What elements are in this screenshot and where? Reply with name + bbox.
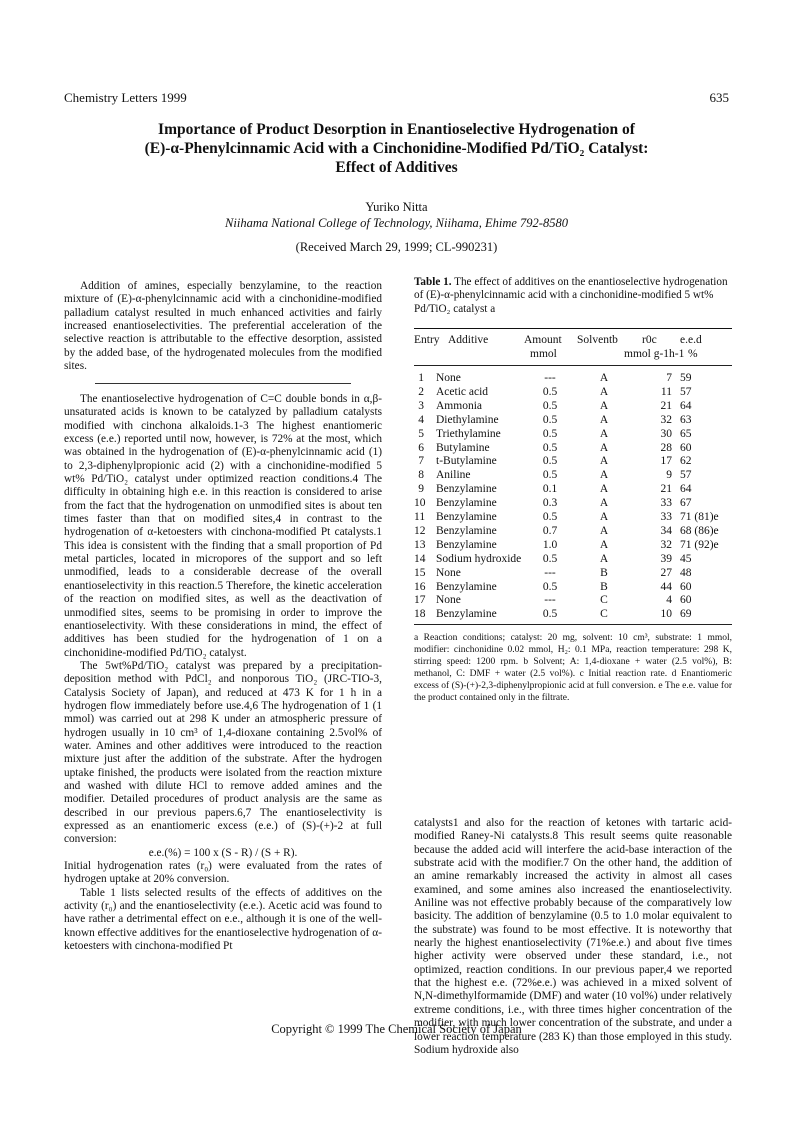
cell-r0: 33 (660, 497, 672, 510)
table-row (414, 581, 732, 596)
cell-additive: Triethylamine (436, 427, 501, 440)
table-row (414, 511, 732, 526)
table-row (414, 608, 732, 623)
cell-solvent: B (600, 580, 608, 593)
cell-additive: Diethylamine (436, 413, 499, 426)
col-header-r0-unit: mmol g-1h-1 (624, 348, 685, 360)
cell-additive: None (436, 594, 461, 607)
table-row (414, 386, 732, 401)
table-row (414, 428, 732, 443)
cell-r0: 21 (660, 399, 672, 412)
cell-ee: 64 (680, 399, 692, 412)
cell-additive: Ammonia (436, 399, 482, 412)
cell-r0: 27 (660, 566, 672, 579)
cell-amount: --- (544, 372, 556, 384)
page-number: 635 (709, 90, 729, 105)
cell-additive: Benzylamine (436, 511, 497, 523)
cell-additive: Aniline (436, 469, 471, 482)
table-caption (414, 276, 732, 316)
cell-solvent: A (599, 497, 609, 510)
abstract-text: Addition of amines, especially benzylamine, to the reaction mixture of (E)-α-phenylcinnamic acid with a cinchonidine-modified palladium catalyst resulted in much enhanced activities and fairly increased enantioselectivities. The preferential acceleration of the selective reaction is attributable to the effective desorption, assisted by the added base, of the hydrogenated molecules from the modified sites. (64, 280, 382, 373)
cell-ee: 67 (680, 497, 692, 510)
cell-amount: 0.1 (542, 483, 558, 496)
cell-amount: --- (544, 594, 556, 607)
cell-ee: 65 (680, 427, 692, 440)
body-paragraph: Initial hydrogenation rates (r₀) were evaluated from the rates of hydrogen uptake at 20% conversion. (64, 860, 382, 886)
journal-name: Chemistry Letters 1999 (64, 90, 187, 105)
cell-r0: 39 (660, 552, 672, 565)
cell-r0: 33 (660, 511, 672, 523)
cell-r0: 4 (666, 594, 672, 607)
col-header-amount: Amount (524, 334, 562, 346)
table-row (414, 483, 732, 498)
cell-additive: None (436, 566, 461, 579)
cell-ee: 57 (680, 385, 692, 398)
title-line-1: Importance of Product Desorption in Enantioselective Hydrogenation of (158, 121, 635, 138)
cell-additive: Butylamine (436, 441, 490, 454)
cell-ee: 57 (680, 469, 692, 482)
cell-solvent: A (599, 538, 609, 551)
table-row (414, 594, 732, 609)
table-row (414, 567, 732, 582)
cell-ee: 59 (680, 372, 692, 384)
cell-r0: 34 (660, 524, 672, 537)
cell-entry: 3 (418, 399, 424, 412)
cell-additive: Benzylamine (436, 524, 497, 537)
cell-amount: 0.5 (542, 399, 558, 412)
table-row (414, 442, 732, 457)
cell-additive: Benzylamine (436, 497, 497, 510)
table-row (414, 372, 732, 387)
cell-ee: 64 (680, 483, 692, 496)
cell-r0: 32 (660, 538, 672, 551)
table-top-rule (414, 328, 732, 329)
cell-amount: 0.5 (542, 580, 558, 593)
col-header-ee-unit: % (688, 348, 698, 360)
cell-amount: 0.5 (542, 385, 558, 398)
table-footnote: a Reaction conditions; catalyst: 20 mg, solvent: 10 cm³, substrate: 1 mmol, modifier: cinchonidine 0.02 mmol, H₂: 0.1 MPa, reaction temperature: 298 K, stirring speed: 1200 rpm. b Solvent; A: 1,4-dioxane + water (2.5 vol%), B: methanol, C: DMF + water (2.5 vol%). c Initial reaction rate. d Enantiomeric excess of (S)-(+)-2,3-diphenylpropionic acid at full conversion. e The e.e. value for the product contained only in the filtrate. (414, 633, 732, 703)
col-header-additive: Additive (448, 334, 489, 346)
cell-amount: 0.5 (542, 413, 558, 426)
body-paragraph: catalysts1 and also for the reaction of ketones with tartaric acid-modified Raney-Ni catalysts.8 This result seems quite reasonable because the added acid will interfere the acid-base interaction of the substrate acid with the modifier.7 On the other hand, the addition of an amine remarkably increased the activity in almost all cases examined, and some amines also increased the enantioselectivity. Aniline was not effective probably because of the comparatively low basicity. The addition of benzylamine (0.5 to 1.0 molar equivalent to the substrate) was found to be most effective. It is noteworthy that nearly the highest enantioselectivity (71%e.e.) and about five times higher activity were observed under these standard, i.e., not optimized, reaction conditions. In our previous paper,4 we reported that the highest e.e. (72%e.e.) was achieved in a mixed solvent of N,N-dimethylformamide (DMF) and water (10 vol%) under relatively extreme conditions, i.e., with three times higher concentration of the modifier, with much lower concentration of the substrate, and under a lower reaction temperature (283 K) than those employed in this study. Sodium hydroxide also (414, 817, 732, 1056)
cell-r0: 30 (660, 427, 672, 440)
cell-r0: 17 (660, 455, 672, 468)
cell-solvent: A (599, 413, 609, 426)
cell-additive: Benzylamine (436, 580, 497, 593)
title-line-3: Effect of Additives (335, 159, 458, 176)
cell-entry: 4 (418, 413, 424, 426)
table-row (414, 455, 732, 470)
cell-solvent: A (599, 372, 609, 384)
cell-ee: 60 (680, 594, 692, 607)
cell-amount: 0.5 (542, 608, 558, 621)
cell-solvent: A (599, 483, 609, 496)
body-paragraph: The enantioselective hydrogenation of C=C double bonds in α,β-unsaturated acids is known to be catalyzed by palladium catalysts modified with cinchona alkaloids.1-3 The highest enantiomeric excess (e.e.) reported until now, however, is 72% at the most, which was obtained in the hydrogenation of (E)-α-phenylcinnamic acid (1) to 2,3-diphenylpropionic acid (2) with a cinchonidine-modified 5 wt% Pd/TiO₂ catalyst under optimized reaction conditions.4 The difficulty in obtaining high e.e. in this reaction is considered to arise from the fact that the hydrogenation on unmodified sites is about ten times faster than that on modified sites,4 in contrast to the hydrogenation of α-ketoesters with cinchona-modified Pt catalysts.1 This idea is consistent with the finding that a small proportion of Pd metal particles, located in micropores of the support and so left unmodified, leads to a considerable decrease of the overall enantioselectivity in this reaction.5 Therefore, the kinetic acceleration of the reaction on modified sites, as well as the deactivation of unmodified sites, seems to be promising in order to improve the enantioselectivity. With these considerations in mind, the effect of additives has been studied for the hydrogenation of 1 on a cinchonidine-modified Pd/TiO₂ catalyst. (64, 393, 382, 659)
cell-entry: 7 (418, 455, 424, 468)
col-header-entry: Entry (414, 334, 440, 346)
cell-ee: 45 (680, 552, 692, 565)
cell-solvent: A (599, 441, 609, 454)
cell-additive: Sodium hydroxide (436, 552, 522, 565)
cell-entry: 11 (414, 511, 426, 523)
body-paragraph: The 5wt%Pd/TiO₂ catalyst was prepared by a precipitation-deposition method with PdCl₂ and nonporous TiO₂ (JRC-TIO-3, Catalysis Society of Japan), and reduced at 473 K for 1 h in a hydrogen flow immediately before use.4,6 The hydrogenation of 1 (1 mmol) was carried out at 298 K under an atmospheric pressure of hydrogen usually in 10 cm³ of 1,4-dioxane containing 2.5vol% of water. Amines and other additives were introduced to the reaction mixture just after the addition of the substrate. After the hydrogen uptake finished, the products were isolated from the reaction mixture and washed with dilute HCl to remove added amines and the modifier. Detailed procedures of product analysis are the same as described in our previous papers.6,7 The enantioselectivity is expressed as an enantiomeric excess (e.e.) of (S)-(+)-2 at full conversion: (64, 659, 382, 846)
title-line-2: (E)-α-Phenylcinnamic Acid with a Cinchonidine-Modified Pd/TiO₂ Catalyst: (144, 140, 649, 157)
cell-entry: 17 (414, 594, 426, 607)
abstract (64, 280, 382, 373)
cell-r0: 10 (660, 608, 672, 621)
cell-amount: 0.5 (542, 552, 558, 565)
cell-ee: 69 (680, 608, 692, 621)
paper-title (90, 120, 703, 177)
cell-r0: 21 (660, 483, 672, 496)
table-caption-text: The effect of additives on the enantioselective hydrogenation of (E)-α-phenylcinnamic acid with a cinchonidine-modified 5 wt% Pd/TiO₂ catalyst a (414, 276, 728, 315)
cell-amount: 0.5 (542, 469, 558, 482)
equation: e.e.(%) = 100 x (S - R) / (S + R). (148, 846, 298, 859)
cell-ee: 71 (81)e (680, 511, 719, 523)
cell-amount: 0.5 (542, 427, 558, 440)
body-left-column (64, 393, 382, 953)
cell-amount: 0.7 (542, 524, 558, 537)
cell-additive: Benzylamine (436, 538, 497, 551)
cell-ee: 60 (680, 441, 692, 454)
cell-solvent: A (599, 524, 609, 537)
cell-entry: 10 (414, 497, 426, 510)
cell-entry: 6 (418, 441, 424, 454)
cell-solvent: C (600, 594, 608, 607)
table-row (414, 553, 732, 568)
cell-solvent: C (600, 608, 608, 621)
table-header-rule (414, 365, 732, 366)
author: Yuriko Nitta (365, 200, 428, 214)
copyright-footer: Copyright © 1999 The Chemical Society of Japan (271, 1022, 522, 1036)
col-header-solvent: Solventb (577, 334, 618, 346)
col-header-amount-unit: mmol (530, 348, 557, 360)
cell-r0: 32 (660, 413, 672, 426)
cell-ee: 71 (92)e (680, 538, 719, 551)
cell-ee: 62 (680, 455, 692, 468)
cell-solvent: A (599, 399, 609, 412)
table-row (414, 414, 732, 429)
table-row (414, 525, 732, 540)
cell-entry: 12 (414, 524, 426, 537)
table-row (414, 469, 732, 484)
cell-r0: 28 (660, 441, 672, 454)
cell-additive: Acetic acid (436, 385, 489, 398)
cell-additive: Benzylamine (436, 483, 497, 496)
cell-amount: 0.3 (542, 497, 558, 510)
cell-entry: 2 (418, 385, 424, 398)
table-bottom-rule (414, 624, 732, 625)
cell-solvent: A (599, 469, 609, 482)
cell-r0: 9 (666, 469, 672, 482)
col-header-ee: e.e.d (680, 334, 702, 346)
cell-entry: 13 (414, 538, 426, 551)
cell-solvent: A (599, 511, 609, 523)
cell-ee: 63 (680, 413, 692, 426)
cell-solvent: A (599, 455, 609, 468)
cell-solvent: A (599, 552, 609, 565)
abstract-divider (95, 383, 351, 384)
received-date: (Received March 29, 1999; CL-990231) (295, 240, 498, 254)
cell-ee: 68 (86)e (680, 524, 719, 537)
cell-ee: 60 (680, 580, 692, 593)
cell-amount: --- (544, 566, 556, 579)
cell-entry: 14 (414, 552, 426, 565)
cell-entry: 18 (414, 608, 426, 621)
cell-ee: 48 (680, 566, 692, 579)
cell-amount: 0.5 (542, 511, 558, 523)
cell-entry: 8 (418, 469, 424, 482)
affiliation: Niihama National College of Technology, Niihama, Ehime 792-8580 (225, 216, 568, 230)
cell-additive: t-Butylamine (436, 455, 497, 468)
cell-entry: 1 (418, 372, 424, 384)
cell-r0: 44 (660, 580, 672, 593)
cell-solvent: A (599, 385, 609, 398)
cell-additive: None (436, 372, 461, 384)
cell-r0: 7 (666, 372, 672, 384)
table-row (414, 539, 732, 554)
table-row (414, 497, 732, 512)
cell-entry: 16 (414, 580, 426, 593)
cell-r0: 11 (660, 385, 672, 398)
body-paragraph: Table 1 lists selected results of the effects of additives on the activity (r₀) and the enantioselectivity (e.e.). Acetic acid was found to have rather a detrimental effect on e.e., although it is one of the well-known effective additives for the enantioselective hydrogenation of α-ketoesters with cinchona-modified Pt (64, 886, 382, 953)
cell-amount: 1.0 (542, 538, 558, 551)
col-header-r0: r0c (642, 334, 657, 346)
cell-entry: 9 (418, 483, 424, 496)
cell-amount: 0.5 (542, 455, 558, 468)
table-row (414, 400, 732, 415)
cell-amount: 0.5 (542, 441, 558, 454)
cell-entry: 5 (418, 427, 424, 440)
cell-entry: 15 (414, 566, 426, 579)
cell-additive: Benzylamine (436, 608, 497, 621)
cell-solvent: B (600, 566, 608, 579)
table-label: Table 1. (414, 276, 452, 288)
cell-solvent: A (599, 427, 609, 440)
